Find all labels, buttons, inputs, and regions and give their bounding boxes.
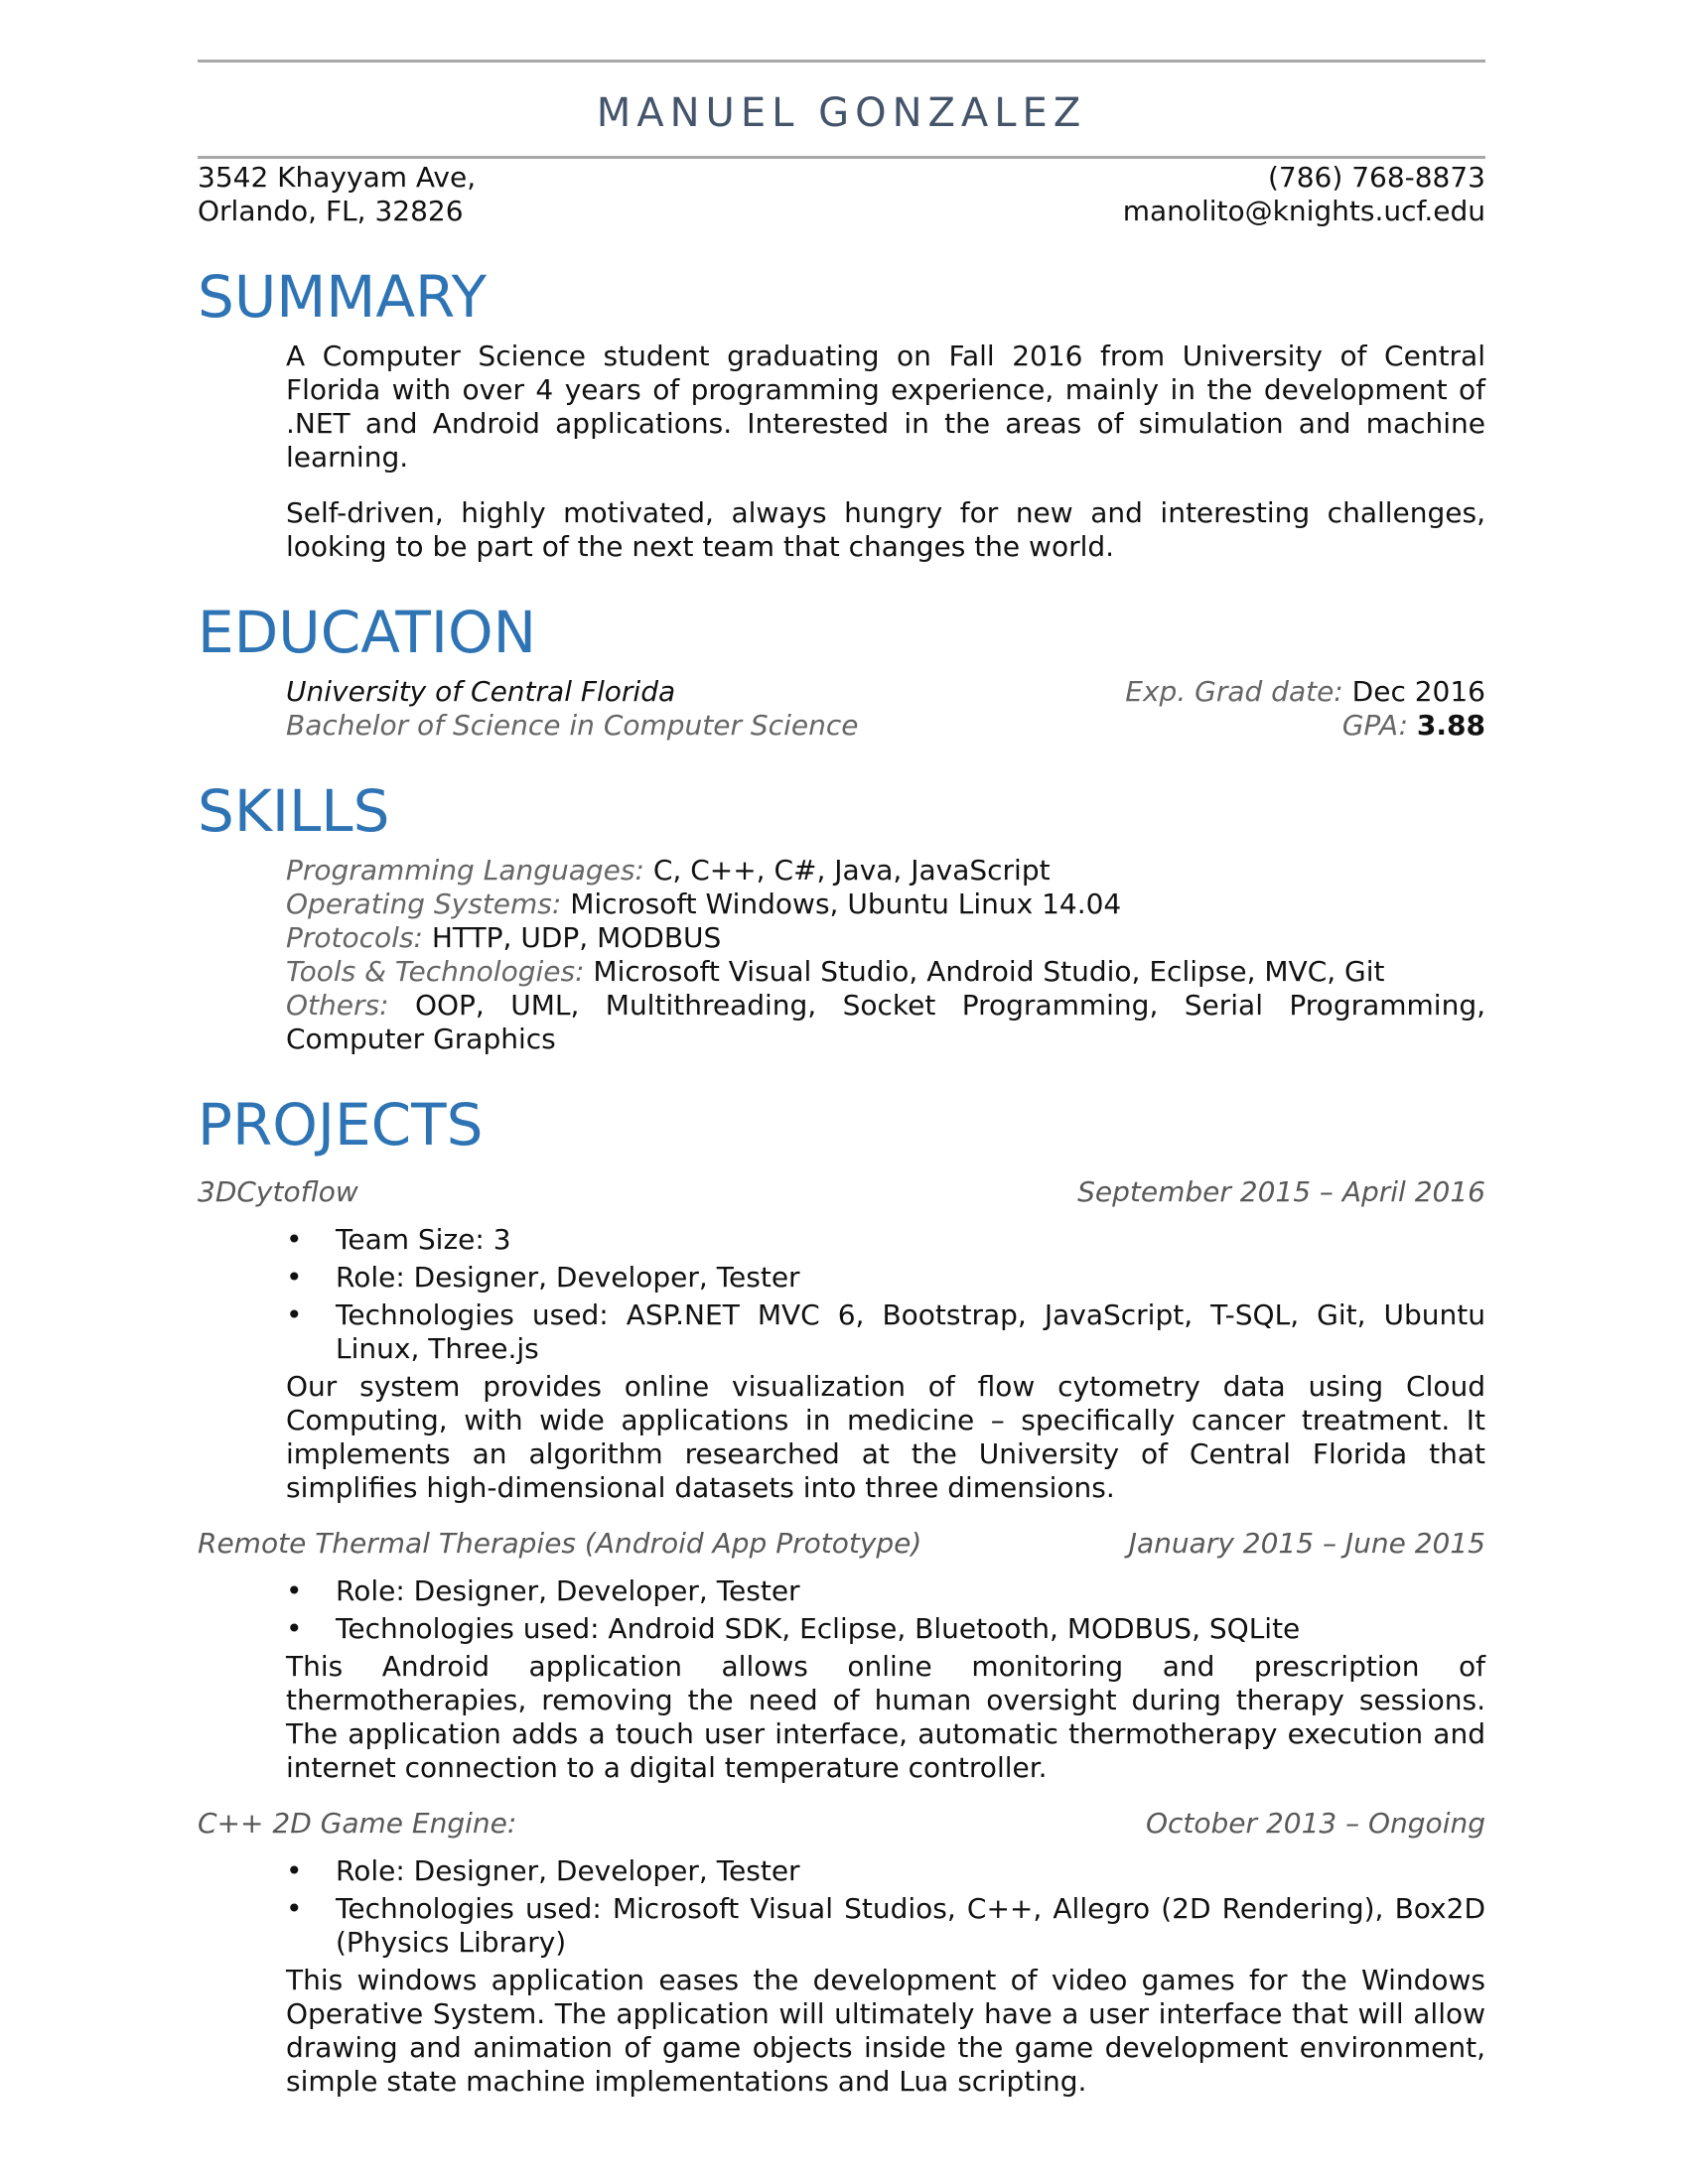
project-bullets	[286, 1854, 1485, 1960]
project-dates: October 2013 – Ongoing	[1145, 1807, 1485, 1840]
project-body	[286, 1574, 1485, 1785]
skill-label: Tools & Technologies:	[286, 955, 585, 988]
project-bullets	[286, 1223, 1485, 1366]
summary-section	[286, 340, 1485, 564]
skill-value: Microsoft Windows, Ubuntu Linux 14.04	[570, 887, 1122, 920]
bullet-item: • Role: Designer, Developer, Tester	[286, 1854, 1485, 1888]
education-heading: EDUCATION	[198, 599, 537, 666]
project-header	[198, 1527, 1485, 1561]
contact-block	[198, 161, 1485, 228]
address-line-1: 3542 Khayyam Ave,	[198, 161, 477, 194]
bullet-item: • Technologies used: ASP.NET MVC 6, Bootstrap, JavaScript, T-SQL, Git, Ubuntu Linux, Three.js	[286, 1298, 1485, 1366]
project-body	[286, 1854, 1485, 2099]
projects-heading: PROJECTS	[198, 1091, 484, 1159]
skill-os	[286, 887, 1485, 921]
project-description: Our system provides online visualization of flow cytometry data using Cloud Computing, with wide applications in medicine – specifically cancer treatment. It implements an algorithm researched at the University of Central Florida that simplifies high-dimensional datasets into three dimensions.	[286, 1370, 1485, 1504]
skill-label: Others:	[286, 989, 389, 1022]
project-bullets	[286, 1574, 1485, 1646]
skill-label: Programming Languages:	[286, 854, 644, 887]
grad-date	[1125, 675, 1485, 709]
project-body	[286, 1223, 1485, 1505]
bullet-item: • Role: Designer, Developer, Tester	[286, 1574, 1485, 1608]
skill-label: Operating Systems:	[286, 887, 562, 920]
skill-value: OOP, UML, Multithreading, Socket Programming, Serial Programming, Computer Graphics	[286, 989, 1486, 1055]
address	[198, 161, 476, 228]
project-remote-thermal	[198, 1527, 1485, 1785]
phone: (786) 768-8873	[1268, 161, 1485, 194]
email[interactable]: manolito@knights.ucf.edu	[1122, 195, 1485, 227]
summary-paragraph-1: A Computer Science student graduating on Fall 2016 from University of Central Florida with over 4 years of programming experience, mainly in the development of .NET and Android applications. Interested in the areas of simulation and machine learning.	[286, 340, 1485, 474]
skill-label: Protocols:	[286, 921, 423, 954]
project-header	[198, 1175, 1485, 1209]
project-name: C++ 2D Game Engine:	[198, 1807, 517, 1840]
project-dates: September 2015 – April 2016	[1077, 1175, 1485, 1208]
gpa-value: 3.88	[1416, 709, 1485, 742]
skills-heading: SKILLS	[198, 777, 390, 845]
top-divider	[198, 60, 1485, 63]
project-3dcytoflow	[198, 1175, 1485, 1505]
summary-heading: SUMMARY	[198, 263, 488, 331]
name-divider	[198, 156, 1485, 159]
skill-programming	[286, 854, 1485, 887]
education-row-2	[286, 709, 1485, 743]
skill-value: C, C++, C#, Java, JavaScript	[652, 854, 1051, 887]
project-header	[198, 1807, 1485, 1841]
bullet-item: • Technologies used: Microsoft Visual Studios, C++, Allegro (2D Rendering), Box2D (Physics Library)	[286, 1892, 1485, 1960]
education-row-1	[286, 675, 1485, 709]
grad-label: Exp. Grad date:	[1125, 675, 1343, 708]
bullet-item: • Role: Designer, Developer, Tester	[286, 1261, 1485, 1295]
skills-section	[286, 854, 1485, 1056]
address-line-2: Orlando, FL, 32826	[198, 195, 464, 227]
skill-tools	[286, 955, 1485, 989]
skill-value: Microsoft Visual Studio, Android Studio, Eclipse, MVC, Git	[593, 955, 1385, 988]
education-section	[286, 675, 1485, 743]
degree: Bachelor of Science in Computer Science	[286, 709, 859, 742]
skill-protocols	[286, 921, 1485, 955]
project-name: 3DCytoflow	[198, 1175, 358, 1208]
grad-value: Dec 2016	[1351, 675, 1485, 708]
gpa	[1342, 709, 1485, 743]
project-description: This Android application allows online monitoring and prescription of thermotherapies, removing the need of human oversight during therapy sessions. The application adds a touch user interface, automatic thermotherapy execution and internet connection to a digital temperature controller.	[286, 1650, 1485, 1784]
summary-paragraph-2: Self-driven, highly motivated, always hungry for new and interesting challenges, looking to be part of the next team that changes the world.	[286, 496, 1485, 563]
project-description: This windows application eases the development of video games for the Windows Operative System. The application will ultimately have a user interface that will allow drawing and animation of game objects inside the game development environment, simple state machine implementations and Lua scripting.	[286, 1964, 1485, 2098]
project-dates: January 2015 – June 2015	[1128, 1527, 1485, 1560]
skill-value: HTTP, UDP, MODBUS	[431, 921, 722, 954]
resume-content	[198, 0, 1485, 2120]
project-name: Remote Thermal Therapies (Android App Prototype)	[198, 1527, 922, 1560]
school-name: University of Central Florida	[286, 675, 676, 708]
project-game-engine	[198, 1807, 1485, 2099]
bullet-item: • Technologies used: Android SDK, Eclipse, Bluetooth, MODBUS, SQLite	[286, 1612, 1485, 1646]
gpa-label: GPA:	[1341, 709, 1408, 742]
bullet-item: • Team Size: 3	[286, 1223, 1485, 1257]
skill-others	[286, 989, 1485, 1056]
candidate-name: MANUEL GONZALEZ	[596, 90, 1087, 136]
contact-details	[1123, 161, 1485, 228]
